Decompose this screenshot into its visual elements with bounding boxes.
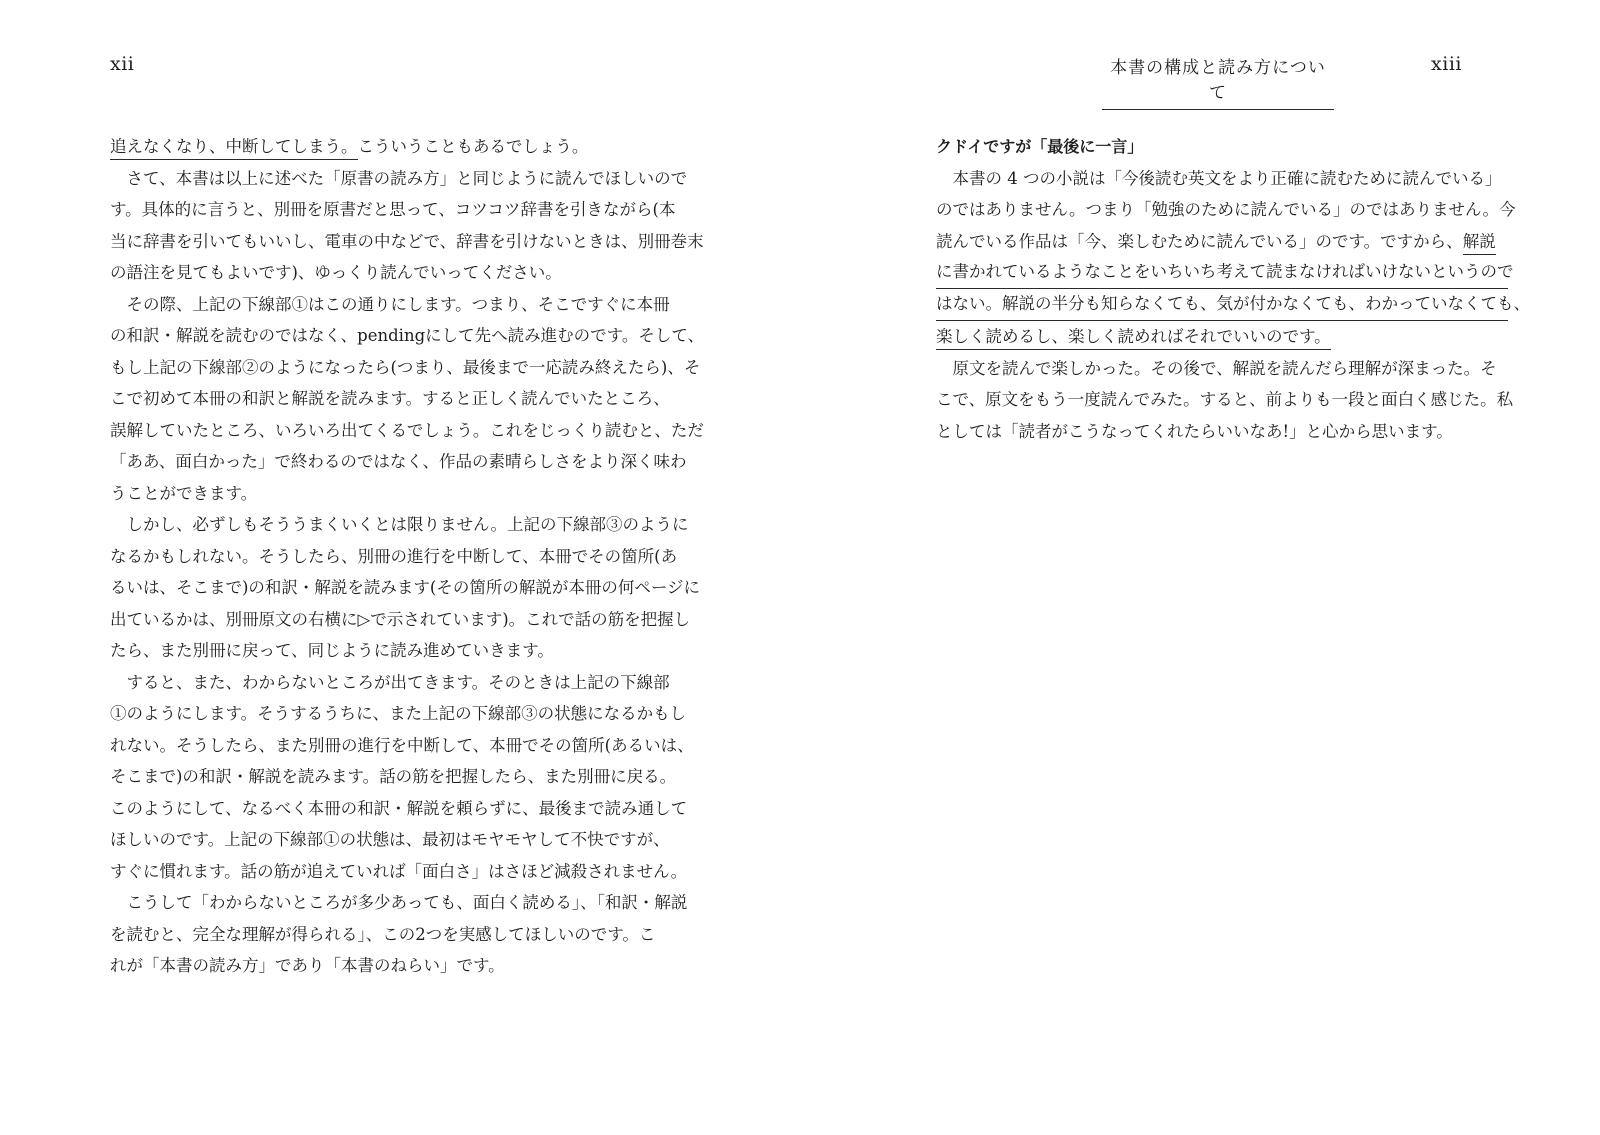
text-line bbox=[110, 761, 686, 793]
text-segment: ほしいのです。上記の下線部①の状態は、最初はモヤモヤして不快ですが、 bbox=[110, 830, 670, 849]
text-line bbox=[936, 194, 1516, 226]
running-head: 本書の構成と読み方について bbox=[1102, 53, 1334, 110]
text-segment: こで、原文をもう一度読んでみた。すると、前よりも一段と面白く感じた。私 bbox=[936, 390, 1514, 409]
text-segment: もし上記の下線部②のようになったら(つまり、最後まで一応読み終えたら)、そ bbox=[110, 357, 701, 377]
text-line bbox=[936, 384, 1514, 416]
text-line bbox=[110, 478, 686, 510]
text-segment: そこまで)の和訳・解説を読みます。話の筋を把握したら、また別冊に戻る。 bbox=[110, 767, 677, 786]
page-number-right: xiii bbox=[1431, 53, 1462, 75]
text-line bbox=[110, 698, 686, 730]
text-segment: 「ああ、面白かった」で終わるのではなく、作品の素晴らしさをより深く味わ bbox=[110, 452, 687, 471]
text-line bbox=[110, 257, 686, 289]
text-line bbox=[110, 415, 704, 447]
underlined-text: 楽しく読めるし、楽しく読めればそれでいいのです。 bbox=[936, 327, 1331, 350]
text-line bbox=[936, 163, 1508, 195]
text-segment: れが「本書の読み方」であり「本書のねらい」です。 bbox=[110, 956, 505, 975]
text-segment: はない。解説の半分も知らなくても、気が付かなくても、わかっていなくても、 bbox=[936, 294, 1530, 313]
text-segment: 誤解していたところ、いろいろ出てくるでしょう。これをじっくり読むと、ただ bbox=[110, 420, 704, 440]
text-segment: たら、また別冊に戻って、同じように読み進めていきます。 bbox=[110, 641, 554, 660]
text-line bbox=[110, 887, 686, 919]
text-segment: のではありません。つまり「勉強のために読んでいる」のではありません。今 bbox=[936, 200, 1516, 219]
text-segment: すると、また、わからないところが出てきます。そのときは上記の下線部 bbox=[126, 672, 670, 692]
text-segment: すぐに慣れます。話の筋が追えていれば「面白さ」はさほど減殺されません。 bbox=[110, 861, 688, 881]
text-line bbox=[110, 856, 686, 888]
right-page-text bbox=[936, 163, 1530, 448]
text-line bbox=[936, 321, 1508, 353]
text-segment: こうして「わからないところが多少あっても、面白く読める」、「和訳・解説 bbox=[126, 893, 688, 912]
text-segment: 原文を読んで楽しかった。その後で、解説を読んだら理解が深まった。そ bbox=[952, 358, 1497, 378]
text-segment: ①のようにします。そうするうちに、また上記の下線部③の状態になるかもし bbox=[110, 704, 687, 723]
text-line bbox=[936, 226, 1508, 258]
text-line bbox=[110, 572, 701, 604]
text-line bbox=[110, 352, 701, 384]
text-line bbox=[110, 131, 686, 163]
text-segment: を読むと、完全な理解が得られる」、この2つを実感してほしいのです。こ bbox=[110, 924, 656, 944]
text-segment: 本書の 4 つの小説は「今後読む英文をより正確に読むために読んでいる」 bbox=[952, 168, 1502, 188]
underlined-text: 追えなくなり、中断してしまう。 bbox=[110, 137, 358, 160]
text-line bbox=[110, 824, 686, 856]
text-line bbox=[110, 194, 686, 226]
text-segment: さて、本書は以上に述べた「原書の読み方」と同じように読んでほしいので bbox=[126, 168, 688, 188]
text-line bbox=[110, 635, 686, 667]
text-line bbox=[110, 446, 686, 478]
text-line bbox=[936, 416, 1508, 448]
underlined-passage bbox=[936, 289, 1530, 321]
page-number-left: xii bbox=[110, 53, 135, 75]
underlined-text: 解説 bbox=[1463, 232, 1496, 255]
text-line bbox=[110, 730, 694, 762]
text-segment: 当に辞書を引いてもいいし、電車の中などで、辞書を引けないときは、別冊巻末 bbox=[110, 231, 704, 251]
text-segment: こういうこともあるでしょう。 bbox=[357, 137, 589, 156]
text-line bbox=[110, 320, 705, 352]
text-segment: うことができます。 bbox=[110, 483, 258, 503]
underlined-passage bbox=[936, 257, 1514, 289]
text-segment: の和訳・解説を読むのではなく、pendingにして先へ読み進むのです。そして、 bbox=[110, 326, 705, 345]
text-line bbox=[110, 667, 686, 699]
text-segment: しかし、必ずしもそううまくいくとは限りません。上記の下線部③のように bbox=[126, 515, 689, 534]
text-line bbox=[110, 383, 686, 415]
text-line bbox=[936, 353, 1508, 385]
text-line bbox=[110, 541, 686, 573]
text-segment: の語注を見てもよいです)、ゆっくり読んでいってください。 bbox=[110, 263, 562, 282]
text-segment: なるかもしれない。そうしたら、別冊の進行を中断して、本冊でその箇所(あ bbox=[110, 546, 678, 566]
text-line bbox=[110, 604, 691, 636]
left-page-body bbox=[110, 131, 705, 982]
text-line bbox=[110, 919, 686, 951]
text-segment: このようにして、なるべく本冊の和訳・解説を頼らずに、最後まで読み通して bbox=[110, 798, 688, 818]
right-page-body bbox=[936, 131, 1530, 447]
text-line bbox=[936, 257, 1514, 289]
text-segment: としては「読者がこうなってくれたらいいなあ!」と心から思います。 bbox=[936, 421, 1453, 441]
text-segment: こで初めて本冊の和訳と解説を読みます。すると正しく読んでいたところ、 bbox=[110, 389, 670, 408]
text-segment: す。具体的に言うと、別冊を原書だと思って、コツコツ辞書を引きながら(本 bbox=[110, 200, 676, 219]
section-heading: クドイですが「最後に一言」 bbox=[936, 137, 1144, 156]
text-segment: に書かれているようなことをいちいち考えて読まなければいけないというので bbox=[936, 262, 1514, 281]
text-segment: 読んでいる作品は「今、楽しむために読んでいる」のです。ですから、 bbox=[936, 231, 1463, 251]
text-line bbox=[110, 226, 704, 258]
text-line bbox=[110, 950, 686, 982]
text-line bbox=[110, 163, 686, 195]
text-segment: れない。そうしたら、また別冊の進行を中断して、本冊でその箇所(あるいは、 bbox=[110, 735, 694, 755]
text-line bbox=[936, 289, 1530, 321]
text-segment: るいは、そこまで)の和訳・解説を読みます(その箇所の解説が本冊の何ページに bbox=[110, 578, 701, 597]
text-line bbox=[110, 793, 686, 825]
text-line bbox=[110, 289, 686, 321]
text-segment: その際、上記の下線部①はこの通りにします。つまり、そこですぐに本冊 bbox=[126, 294, 670, 314]
text-segment: 出ているかは、別冊原文の右横に▷で示されています)。これで話の筋を把握し bbox=[110, 609, 691, 629]
text-line bbox=[110, 509, 689, 541]
